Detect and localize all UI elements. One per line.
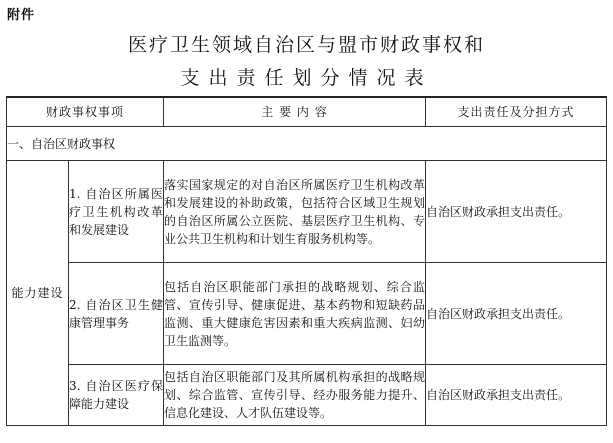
column-header-fiscal-item: 财政事权事项: [7, 97, 164, 127]
responsibility-cell: 自治区财政承担支出责任。: [426, 263, 607, 365]
section-row: [7, 127, 607, 161]
responsibility-table: [6, 96, 607, 426]
table-header-row: [7, 97, 607, 127]
table-row: [7, 365, 607, 426]
attachment-label: 附件: [7, 8, 36, 23]
table-row: [7, 263, 607, 365]
item-cell: 1. 自治区所属医疗卫生机构改革和发展建设: [69, 161, 164, 263]
content-cell: 包括自治区职能部门及其所属机构承担的战略规划、综合监管、宣传引导、经办服务能力提升、信息化建设、人才队伍建设等。: [164, 365, 426, 426]
document-title-line-2: 支出责任划分情况表: [180, 67, 433, 89]
table-row: [7, 161, 607, 263]
document-title-line-1: 医疗卫生领域自治区与盟市财政事权和: [127, 34, 485, 56]
responsibility-cell: 自治区财政承担支出责任。: [426, 365, 607, 426]
item-cell: 2. 自治区卫生健康管理事务: [69, 263, 164, 365]
responsibility-cell: 自治区财政承担支出责任。: [426, 161, 607, 263]
content-cell: 落实国家规定的对自治区所属医疗卫生机构改革和发展建设的补助政策，包括符合区域卫生规划的自治区所属公立医院、基层医疗卫生机构、专业公共卫生机构和计划生育服务机构等。: [164, 161, 426, 263]
column-header-main-content: 主 要 内 容: [164, 97, 426, 127]
category-cell: 能力建设: [7, 161, 69, 426]
column-header-responsibility: 支出责任及分担方式: [426, 97, 607, 127]
content-cell: 包括自治区职能部门承担的战略规划、综合监管、宣传引导、健康促进、基本药物和短缺药品监测、重大健康危害因素和重大疾病监测、妇幼卫生监测等。: [164, 263, 426, 365]
item-cell: 3. 自治区医疗保障能力建设: [69, 365, 164, 426]
section-title: 一、自治区财政事权: [7, 127, 607, 161]
